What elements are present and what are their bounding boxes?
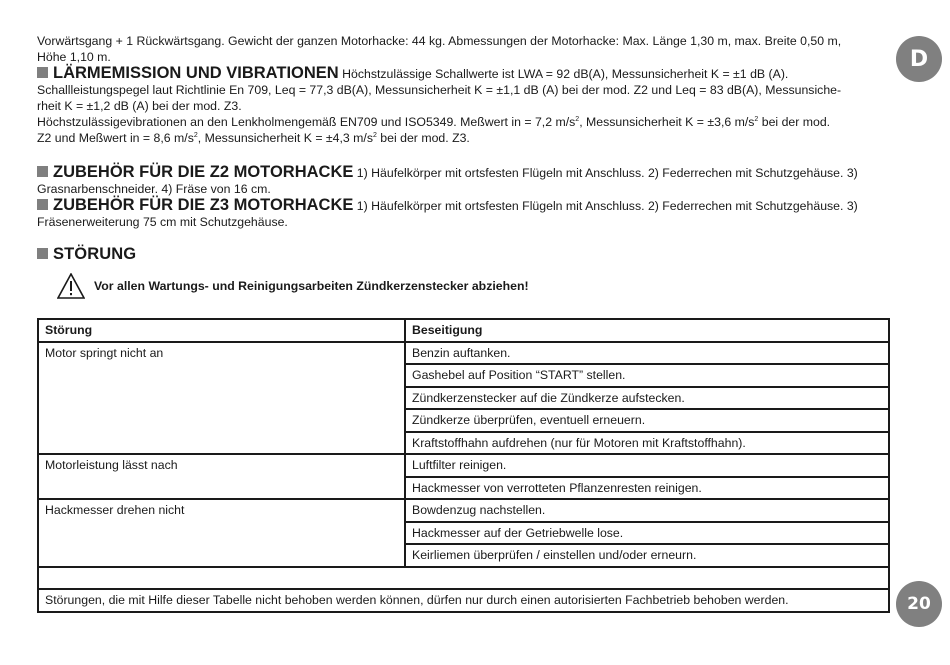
noise-line-2: Schallleistungspegel laut Richtlinie En 709, Leq = 77,3 dB(A), Messunsicherheit K = ±1,1 dB (A) bei der mod. Z2 und Leq = 83 dB(A), Messunsiche- [37, 83, 842, 97]
table-header-row [38, 319, 889, 342]
header-cause: Störung [38, 319, 405, 342]
page-number-badge: 20 [896, 581, 942, 627]
trouble-heading: STÖRUNG [53, 245, 137, 263]
intro-line-1: Vorwärtsgang + 1 Rückwärtsgang. Gewicht der ganzen Motorhacke: 44 kg. Abmessungen der Motorhacke: Max. Länge 1,30 m, max. Breite 0,50 m, [37, 34, 842, 48]
page-content [37, 33, 887, 302]
noise-heading: LÄRMEMISSION UND VIBRATIONEN [53, 64, 339, 82]
section-square-icon [37, 166, 48, 177]
acc-z2-line-2: Grasnarbenschneider. 4) Fräse von 16 cm. [37, 182, 271, 196]
noise-line-3: rheit K = ±1,2 dB (A) bei der mod. Z3. [37, 99, 242, 113]
noise-line-4: Höchstzulässigevibrationen an den Lenkholmengemäß EN709 und ISO5349. Meßwert in = 7,2 $m/s^2$, Messunsicherheit K = ±3,6 $m/s^2$ bei der mod. [37, 115, 831, 129]
table-footer-row [38, 589, 889, 612]
section-square-icon [37, 248, 48, 259]
noise-paragraph [37, 65, 887, 82]
section-square-icon [37, 199, 48, 210]
troubleshooting-table [37, 318, 890, 613]
table-empty-row [38, 567, 889, 590]
fix-cell: Gashebel auf Position “START” stellen. [405, 364, 889, 387]
fix-cell: Kraftstoffhahn aufdrehen (nur für Motoren mit Kraftstoffhahn). [405, 432, 889, 455]
fix-cell: Hackmesser auf der Getriebwelle lose. [405, 522, 889, 545]
footer-note: Störungen, die mit Hilfe dieser Tabelle nicht behoben werden können, dürfen nur durch einen autorisierten Fachbetrieb behoben werden. [38, 589, 889, 612]
fix-cell: Luftfilter reinigen. [405, 454, 889, 477]
fix-cell: Keirliemen überprüfen / einstellen und/oder erneurn. [405, 544, 889, 567]
header-fix: Beseitigung [405, 319, 889, 342]
empty-cell [38, 567, 889, 590]
acc-z2-lead: 1) Häufelkörper mit ortsfesten Flügeln mit Anschluss. 2) Federrechen mit Schutzgehäuse. 3) [356, 166, 858, 180]
warning-triangle-icon [57, 273, 85, 299]
fix-cell: Hackmesser von verrotteten Pflanzenresten reinigen. [405, 477, 889, 500]
cause-cell: Motorleistung lässt nach [38, 454, 405, 499]
noise-line-5: Z2 und Meßwert in = 8,6 $m/s^2$, Messunsicherheit K = ±4,3 $m/s^2$ bei der mod. Z3. [37, 131, 470, 145]
cause-cell: Motor springt nicht an [38, 342, 405, 455]
cause-cell: Hackmesser drehen nicht [38, 499, 405, 567]
acc-z2-heading: ZUBEHÖR FÜR DIE Z2 MOTORHACKE [53, 163, 354, 181]
noise-lead: Höchstzulässige Schallwerte ist LWA = 92 dB(A), Messunsicherheit K = ±1 dB (A). [342, 67, 789, 81]
trouble-heading-row [37, 246, 887, 263]
warning-row [57, 270, 887, 302]
acc-z3-line-2: Fräsenerweiterung 75 cm mit Schutzgehäuse. [37, 215, 288, 229]
acc-z3-lead: 1) Häufelkörper mit ortsfesten Flügeln mit Anschluss. 2) Federrechen mit Schutzgehäuse. 3) [356, 199, 858, 213]
fix-cell: Zündkerze überprüfen, eventuell erneuern. [405, 409, 889, 432]
acc-z3-paragraph [37, 197, 887, 214]
language-badge: D [896, 36, 942, 82]
acc-z2-paragraph [37, 164, 887, 181]
intro-line-2: Höhe 1,10 m. [37, 50, 111, 64]
section-square-icon [37, 67, 48, 78]
table-row [38, 499, 889, 522]
fix-cell: Benzin auftanken. [405, 342, 889, 365]
fix-cell: Zündkerzenstecker auf die Zündkerze aufstecken. [405, 387, 889, 410]
table-row [38, 454, 889, 477]
fix-cell: Bowdenzug nachstellen. [405, 499, 889, 522]
warning-text: Vor allen Wartungs- und Reinigungsarbeiten Zündkerzenstecker abziehen! [94, 279, 529, 293]
table-row [38, 342, 889, 365]
acc-z3-heading: ZUBEHÖR FÜR DIE Z3 MOTORHACKE [53, 196, 354, 214]
